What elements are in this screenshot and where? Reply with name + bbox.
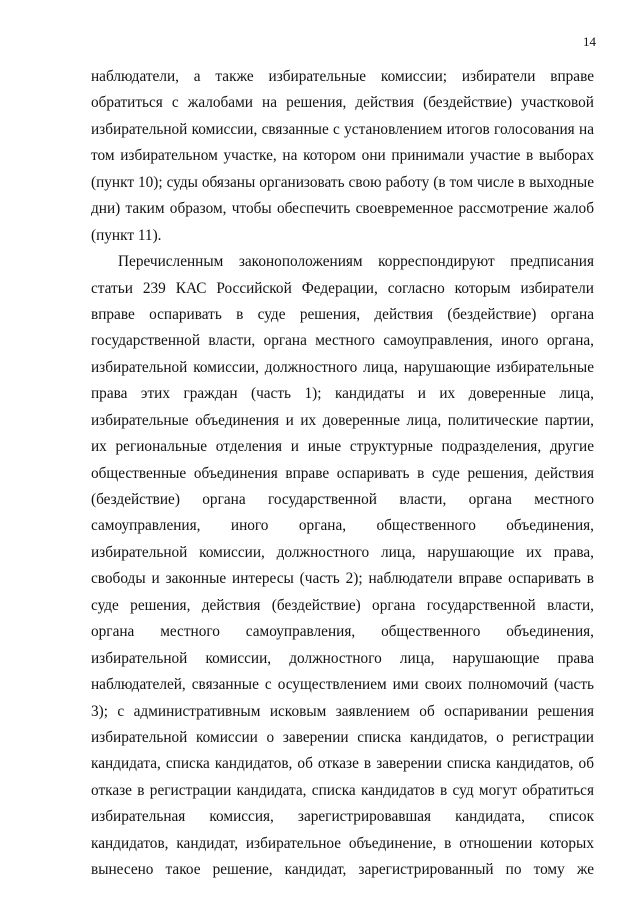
text-line: избирательной комиссии, должностного лица, нарушающие избирательные <box>91 358 594 376</box>
text-line: статьи 239 КАС Российской Федерации, согласно которым избиратели <box>91 279 594 297</box>
body-text <box>91 64 594 884</box>
paragraph-first-line: Перечисленным законоположениям корреспондируют предписания <box>118 253 594 271</box>
text-line: вынесено такое решение, кандидат, зарегистрированный по тому же <box>91 861 594 879</box>
text-line: избирательной комиссии, связанные с установлением итогов голосования на <box>91 120 594 138</box>
page-number: 14 <box>583 34 596 49</box>
text-line: том избирательном участке, на котором они принимали участие в выборах <box>91 147 594 165</box>
text-line: избирательная комиссия, зарегистрировавшая кандидата, список <box>91 808 594 826</box>
text-line: свободы и законные интересы (часть 2); наблюдатели вправе оспаривать в <box>91 570 594 588</box>
text-line: вправе оспаривать в суде решения, действия (бездействие) органа <box>91 305 594 323</box>
text-line: самоуправления, иного органа, общественного объединения, <box>91 517 594 535</box>
text-line: (бездействие) органа государственной власти, органа местного <box>91 491 594 508</box>
text-line: избирательной комиссии, должностного лица, нарушающие их права, <box>91 543 594 561</box>
text-line: кандидата, списка кандидатов, об отказе в заверении списка кандидатов, об <box>91 755 594 773</box>
text-line: (пункт 10); суды обязаны организовать свою работу (в том числе в выходные <box>91 173 594 191</box>
text-line: их региональные отделения и иные структурные подразделения, другие <box>91 438 594 456</box>
text-line: общественные объединения вправе оспаривать в суде решения, действия <box>91 464 594 482</box>
text-line: (пункт 11). <box>91 226 162 244</box>
text-line: права этих граждан (часть 1); кандидаты и их доверенные лица, <box>91 385 594 403</box>
text-line: избирательные объединения и их доверенные лица, политические партии, <box>91 411 594 429</box>
text-line: отказе в регистрации кандидата, списка кандидатов в суд могут обратиться <box>91 781 594 799</box>
text-line: наблюдатели, а также избирательные комиссии; избиратели вправе <box>91 68 594 85</box>
text-line: наблюдателей, связанные с осуществлением ими своих полномочий (часть <box>91 676 594 694</box>
text-line: дни) таким образом, чтобы обеспечить своевременное рассмотрение жалоб <box>91 200 594 218</box>
text-line: 3); с административным исковым заявлением об оспаривании решения <box>91 702 594 720</box>
text-line: избирательной комиссии, должностного лица, нарушающие права <box>91 649 594 667</box>
text-line: органа местного самоуправления, общественного объединения, <box>91 623 594 641</box>
text-line: кандидатов, кандидат, избирательное объединение, в отношении которых <box>91 834 594 852</box>
text-line: государственной власти, органа местного самоуправления, иного органа, <box>91 332 594 350</box>
text-line: суде решения, действия (бездействие) органа государственной власти, <box>91 596 594 614</box>
text-line: обратиться с жалобами на решения, действия (бездействие) участковой <box>91 94 594 112</box>
text-line: избирательной комиссии о заверении списка кандидатов, о регистрации <box>91 728 594 746</box>
